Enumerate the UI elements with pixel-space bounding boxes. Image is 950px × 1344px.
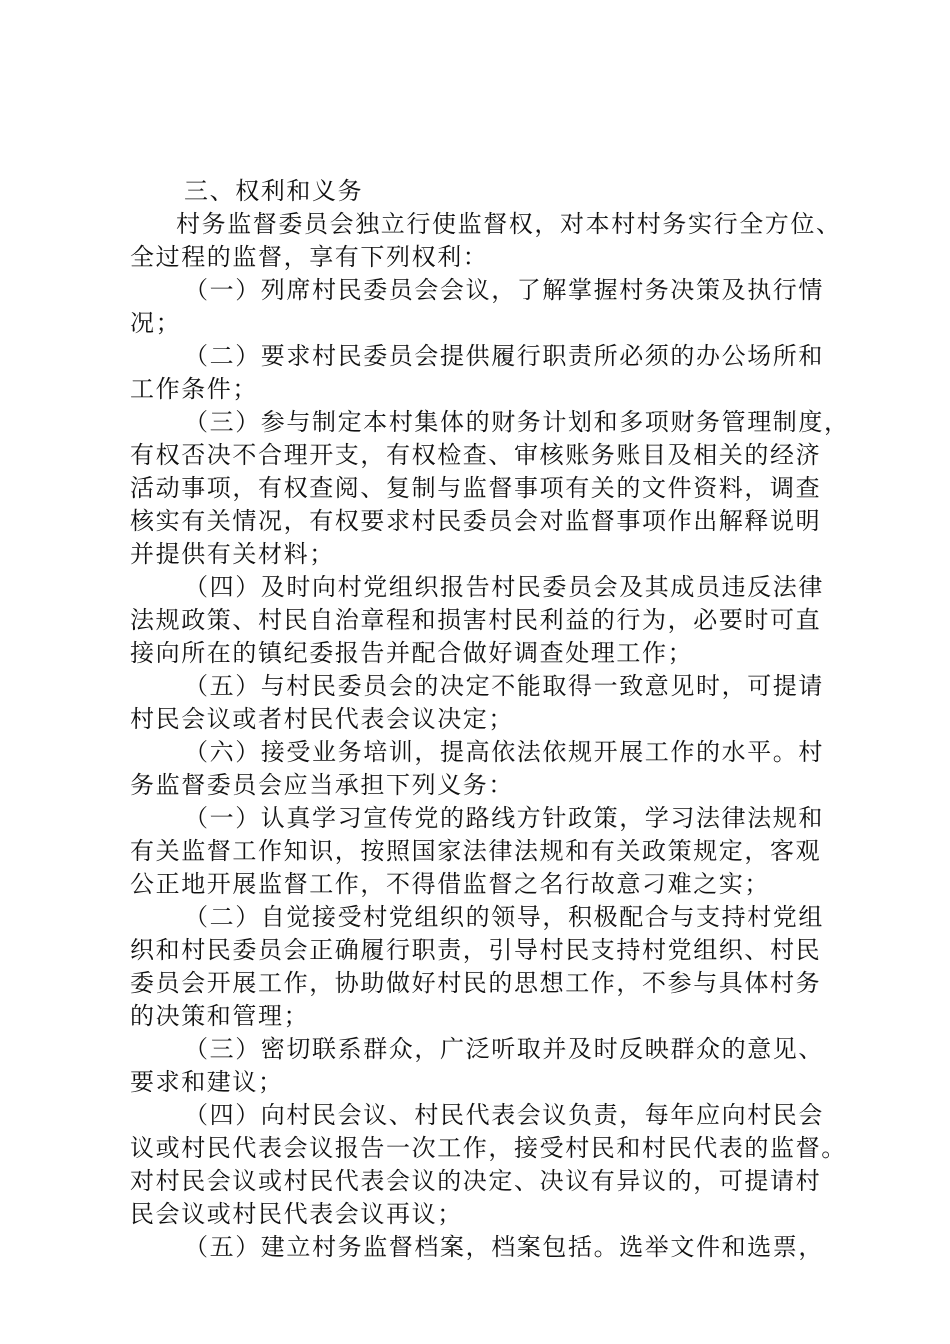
paragraph-line: 民会议或村民代表会议再议； [130, 1200, 463, 1228]
paragraph-line: （二）自觉接受村党组织的领导，积极配合与支持村党组 [184, 903, 824, 931]
paragraph-line: （六）接受业务培训，提高依法依规开展工作的水平。村 [184, 738, 824, 766]
paragraph-line: 委员会开展工作，协助做好村民的思想工作，不参与具体村务 [130, 969, 822, 997]
paragraph-line: （五）与村民委员会的决定不能取得一致意见时，可提请 [184, 672, 824, 700]
paragraph-line: 有权否决不合理开支，有权检查、审核账务账目及相关的经济 [130, 441, 822, 469]
paragraph-line: 的决策和管理； [130, 1002, 310, 1030]
paragraph-line: 法规政策、村民自治章程和损害村民利益的行为，必要时可直 [130, 606, 822, 634]
paragraph-line: （一）认真学习宣传党的路线方针政策，学习法律法规和 [184, 804, 824, 832]
paragraph-line: 工作条件； [130, 375, 258, 403]
paragraph-line: 并提供有关材料； [130, 540, 335, 568]
paragraph-line: 况； [130, 309, 182, 337]
paragraph-line: 务监督委员会应当承担下列义务： [130, 771, 514, 799]
paragraph-line: （一）列席村民委员会会议，了解掌握村务决策及执行情 [184, 276, 824, 304]
paragraph-line: 有关监督工作知识，按照国家法律法规和有关政策规定，客观 [130, 837, 822, 865]
paragraph-line: 活动事项，有权查阅、复制与监督事项有关的文件资料，调查 [130, 474, 822, 502]
paragraph-line: 接向所在的镇纪委报告并配合做好调查处理工作； [130, 639, 694, 667]
paragraph-line: 核实有关情况，有权要求村民委员会对监督事项作出解释说明 [130, 507, 822, 535]
paragraph-line: 织和村民委员会正确履行职责，引导村民支持村党组织、村民 [130, 936, 822, 964]
paragraph-line: 议或村民代表会议报告一次工作，接受村民和村民代表的监督。 [130, 1134, 847, 1162]
paragraph-line: 公正地开展监督工作，不得借监督之名行故意刁难之实； [130, 870, 770, 898]
paragraph-line: （三）密切联系群众，广泛听取并及时反映群众的意见、 [184, 1035, 824, 1063]
paragraph-line: 要求和建议； [130, 1068, 284, 1096]
paragraph-line: （三）参与制定本村集体的财务计划和多项财务管理制度， [184, 408, 850, 436]
paragraph-line: （二）要求村民委员会提供履行职责所必须的办公场所和 [184, 342, 824, 370]
paragraph-line: （五）建立村务监督档案，档案包括。选举文件和选票， [184, 1233, 824, 1261]
paragraph-line: （四）向村民会议、村民代表会议负责，每年应向村民会 [184, 1101, 824, 1129]
section-heading: 三、权利和义务 [184, 177, 364, 205]
paragraph-line: 对村民会议或村民代表会议的决定、决议有异议的，可提请村 [130, 1167, 822, 1195]
paragraph-line: 全过程的监督，享有下列权利： [130, 243, 489, 271]
paragraph-line: 村务监督委员会独立行使监督权，对本村村务实行全方位、 [176, 210, 842, 238]
paragraph-line: 村民会议或者村民代表会议决定； [130, 705, 514, 733]
paragraph-line: （四）及时向村党组织报告村民委员会及其成员违反法律 [184, 573, 824, 601]
